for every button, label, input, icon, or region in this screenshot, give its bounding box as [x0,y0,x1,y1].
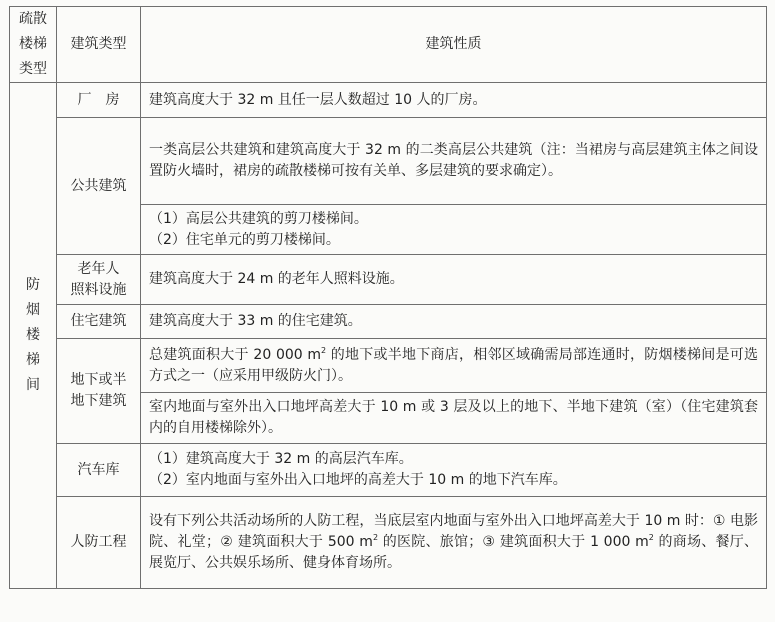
building-type-garage: 汽车库 [57,444,141,497]
table-row [10,497,767,589]
fire-stair-table [9,6,767,589]
nature-public-2-line: （2）住宅单元的剪刀楼梯间。 [149,231,340,248]
nature-factory: 建筑高度大于 32 m 且任一层人数超过 10 人的厂房。 [141,83,767,118]
building-type-public: 公共建筑 [57,118,141,255]
building-type-elderly-line: 照料设施 [70,281,127,298]
table-header-row [10,7,767,83]
table-row [10,255,767,305]
nature-underground-1 [141,339,767,393]
building-type-underground [57,339,141,444]
header-stair-type-line: 类型 [19,61,47,77]
stair-type-char: 防 [26,277,40,293]
nature-public-2-line: （1）高层公共建筑的剪刀楼梯间。 [149,210,368,227]
building-type-residential: 住宅建筑 [57,305,141,339]
nature-public-1: 一类高层公共建筑和建筑高度大于 32 m 的二类高层公共建筑（注：当裙房与高层建筑主体之间设置防火墙时，裙房的疏散楼梯可按有关单、多层建筑的要求确定）。 [141,118,767,205]
stair-type-char: 楼 [26,327,40,343]
nature-elderly: 建筑高度大于 24 m 的老年人照料设施。 [141,255,767,305]
table-row [10,118,767,205]
building-type-underground-line: 地下建筑 [70,393,127,409]
nature-garage-line: （2）室内地面与室外出入口地坪的高差大于 10 m 的地下汽车库。 [149,472,567,488]
nature-text: 的地下或半地下商店，相邻区域确需局部连通时，防烟楼梯间是可选方式之一（应采用甲级防火门）。 [149,346,758,384]
nature-text: 的医院、旅馆；③ 建筑面积大于 1 000 m [378,534,649,550]
stair-type-char: 梯 [26,352,40,368]
building-type-underground-line: 地下或半 [70,372,127,388]
building-type-civil-defense: 人防工程 [57,497,141,589]
superscript: 2 [372,533,379,542]
header-building-type: 建筑类型 [57,7,141,83]
nature-text: 总建筑面积大于 20 000 m [149,346,322,363]
header-stair-type-line: 楼梯 [19,36,47,52]
header-stair-type [10,7,57,83]
nature-public-2 [141,205,767,255]
nature-garage [141,444,767,497]
nature-text: 设有下列公共活动场所的人防工程，当底层室内地面与室外出入口地坪高差大于 10 m 时：① 电影院、礼堂；② 建筑面积大于 500 m [149,513,758,550]
table-row [10,444,767,497]
building-type-elderly-line: 老年人 [77,260,120,277]
stair-type-char: 烟 [26,302,40,318]
nature-text: 的商场、餐厅、展览厅、公共娱乐场所、健身体育场所。 [149,534,759,571]
building-type-elderly [57,255,141,305]
nature-residential: 建筑高度大于 33 m 的住宅建筑。 [141,305,767,339]
stair-type-smokeproof [10,83,57,589]
superscript: 2 [321,345,327,355]
header-building-nature: 建筑性质 [141,7,767,83]
nature-underground-2: 室内地面与室外出入口地坪高差大于 10 m 或 3 层及以上的地下、半地下建筑（室）（住宅建筑套内的自用楼梯除外）。 [141,393,767,444]
nature-garage-line: （1）建筑高度大于 32 m 的高层汽车库。 [149,451,413,467]
nature-civil-defense [141,497,767,589]
table-row [10,339,767,393]
building-type-factory: 厂 房 [57,83,141,118]
table-row [10,83,767,118]
header-stair-type-line: 疏散 [19,11,47,27]
table-row [10,305,767,339]
stair-type-char: 间 [26,377,40,393]
superscript: 2 [648,533,654,542]
